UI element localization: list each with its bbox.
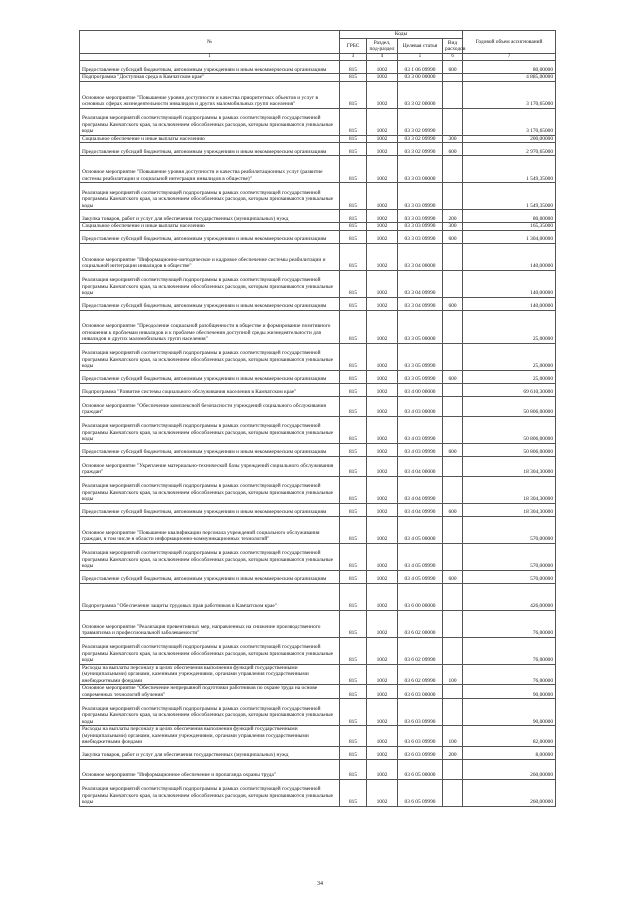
row-name: Основное мероприятие "Преодоление социальной разобщенности в обществе и формирование позитивного отношения к проблемам инвалидов и к проблеме обеспечения доступной среды жизнедеятельности для инвалидов и других маломобильных групп населения" <box>80 310 340 343</box>
col-index-5: 6 <box>443 54 463 61</box>
row-annual-amount: 90,00000 <box>463 699 556 726</box>
table-row <box>80 637 556 664</box>
row-target-article: 03 6 05 00000 <box>398 759 443 779</box>
col-header-exp-type: Вид расходов <box>443 39 463 54</box>
row-annual-amount: 82,00000 <box>463 726 556 747</box>
row-annual-amount: 25,00000 <box>463 343 556 370</box>
row-expense-type <box>443 476 463 503</box>
row-grbs: 815 <box>340 726 367 747</box>
row-name: Основное мероприятие "Повышение уровня доступности и качества приоритетных объектов и услуг в основных сферах жизнедеятельности инвалидов и других маломобильных групп населения" <box>80 81 340 108</box>
row-grbs: 815 <box>340 230 367 243</box>
row-expense-type <box>443 685 463 699</box>
row-target-article: 03 4 03 09990 <box>398 416 443 443</box>
table-row <box>80 503 556 516</box>
row-name: Основное мероприятие "Повышение уровня доступности и качества реабилитационных услуг (развитие системы реабилитации и социальной интеграции инвалидов в обществе)" <box>80 156 340 183</box>
col-index-2: 3 <box>340 54 367 61</box>
row-expense-type: 600 <box>443 297 463 310</box>
row-target-article: 03 6 02 09990 <box>398 664 443 685</box>
row-name: Социальное обеспечение и иные выплаты населению <box>80 135 340 143</box>
row-expense-type: 300 <box>443 135 463 143</box>
row-target-article: 03 1 06 09990 <box>398 61 443 74</box>
row-target-article: 03 3 05 09990 <box>398 370 443 383</box>
row-annual-amount: 260,00000 <box>463 779 556 806</box>
row-expense-type <box>443 108 463 135</box>
row-name: Основное мероприятие "Повышение квалификации персонала учреждений социального обслуживания граждан, в том числе в области информационно-коммуникационных технологий" <box>80 516 340 543</box>
row-grbs: 815 <box>340 74 367 82</box>
row-expense-type: 100 <box>443 726 463 747</box>
row-expense-type <box>443 456 463 476</box>
row-name: Основное мероприятие "Реализация превентивных мер, направленных на снижение производственного травматизма и профессиональной заболеваемости" <box>80 610 340 637</box>
row-section: 1002 <box>367 699 398 726</box>
row-expense-type <box>443 310 463 343</box>
table-row <box>80 210 556 223</box>
row-section: 1002 <box>367 443 398 456</box>
row-target-article: 03 4 03 09990 <box>398 443 443 456</box>
row-annual-amount: 1 304,00000 <box>463 230 556 243</box>
table-row <box>80 183 556 210</box>
row-name: Предоставление субсидий бюджетным, автономным учреждениям и иным некоммерческим организациям <box>80 570 340 583</box>
table-row <box>80 370 556 383</box>
row-expense-type <box>443 270 463 297</box>
table-row <box>80 135 556 143</box>
row-expense-type: 600 <box>443 443 463 456</box>
table-row <box>80 476 556 503</box>
row-name: Реализация мероприятий соответствующей подпрограммы в рамках соответствующей государственной программы Камчатского края, за исключением обособленных расходов, которым присваиваются уникальные коды <box>80 270 340 297</box>
row-grbs: 815 <box>340 637 367 664</box>
row-name: Основное мероприятие "Информационно-методическое и кадровое обеспечение системы реабилитации и социальной интеграции инвалидов в обществе" <box>80 243 340 270</box>
row-target-article: 03 4 05 09990 <box>398 570 443 583</box>
row-target-article: 03 3 03 09990 <box>398 210 443 223</box>
row-grbs: 815 <box>340 456 367 476</box>
row-annual-amount: 165,35000 <box>463 223 556 231</box>
row-section: 1002 <box>367 416 398 443</box>
row-grbs: 815 <box>340 685 367 699</box>
row-target-article: 03 6 03 09990 <box>398 726 443 747</box>
row-section: 1002 <box>367 156 398 183</box>
row-grbs: 815 <box>340 108 367 135</box>
row-grbs: 815 <box>340 223 367 231</box>
row-expense-type <box>443 637 463 664</box>
table-row <box>80 443 556 456</box>
row-expense-type: 200 <box>443 746 463 759</box>
row-name: Предоставление субсидий бюджетным, автономным учреждениям и иным некоммерческим организациям <box>80 370 340 383</box>
row-section: 1002 <box>367 183 398 210</box>
col-index-3: 4 <box>367 54 398 61</box>
row-name: Реализация мероприятий соответствующей подпрограммы в рамках соответствующей государственной программы Камчатского края, за исключением обособленных расходов, которым присваиваются уникальные коды <box>80 637 340 664</box>
row-section: 1002 <box>367 383 398 396</box>
row-annual-amount: 200,00000 <box>463 135 556 143</box>
table-row <box>80 81 556 108</box>
row-section: 1002 <box>367 779 398 806</box>
table-row <box>80 416 556 443</box>
row-section: 1002 <box>367 61 398 74</box>
row-target-article: 03 6 03 00000 <box>398 685 443 699</box>
row-grbs: 815 <box>340 516 367 543</box>
col-header-target: Целевая статья <box>398 39 443 54</box>
row-expense-type <box>443 759 463 779</box>
row-section: 1002 <box>367 570 398 583</box>
row-annual-amount: 570,00000 <box>463 570 556 583</box>
row-name: Расходы на выплаты персоналу в целях обеспечения выполнения функций государственными (муниципальными) органами, казенными учреждениями, органами управления государственными внебюджетными фондами <box>80 726 340 747</box>
row-section: 1002 <box>367 503 398 516</box>
row-name: Закупка товаров, работ и услуг для обеспечения государственных (муниципальных) нужд <box>80 746 340 759</box>
row-annual-amount: 50 806,00000 <box>463 416 556 443</box>
row-annual-amount: 570,00000 <box>463 543 556 570</box>
row-section: 1002 <box>367 343 398 370</box>
row-annual-amount: 1 549,35000 <box>463 183 556 210</box>
row-grbs: 815 <box>340 383 367 396</box>
row-grbs: 815 <box>340 183 367 210</box>
row-annual-amount: 80,00000 <box>463 210 556 223</box>
row-name: Подпрограмма "Доступная среда в Камчатском крае" <box>80 74 340 82</box>
table-row <box>80 516 556 543</box>
row-name: Основное мероприятие "Укрепление материально-технической базы учреждений социального обслуживания граждан" <box>80 456 340 476</box>
row-expense-type <box>443 699 463 726</box>
row-grbs: 815 <box>340 543 367 570</box>
row-grbs: 815 <box>340 664 367 685</box>
table-row <box>80 310 556 343</box>
row-grbs: 815 <box>340 610 367 637</box>
row-section: 1002 <box>367 135 398 143</box>
table-row <box>80 759 556 779</box>
row-annual-amount: 50 806,00000 <box>463 443 556 456</box>
row-section: 1002 <box>367 610 398 637</box>
row-expense-type <box>443 583 463 610</box>
row-annual-amount: 50 806,00000 <box>463 396 556 416</box>
table-row <box>80 243 556 270</box>
row-target-article: 03 3 03 09990 <box>398 223 443 231</box>
row-section: 1002 <box>367 456 398 476</box>
row-annual-amount: 18 304,30000 <box>463 456 556 476</box>
row-target-article: 03 6 00 00000 <box>398 583 443 610</box>
row-annual-amount: 76,00000 <box>463 637 556 664</box>
row-section: 1002 <box>367 759 398 779</box>
row-name: Предоставление субсидий бюджетным, автономным учреждениям и иным некоммерческим организациям <box>80 61 340 74</box>
row-name: Основное мероприятие "Обеспечение комплексной безопасности учреждений социального обслуживания граждан" <box>80 396 340 416</box>
row-target-article: 03 4 04 09990 <box>398 476 443 503</box>
row-name: Предоставление субсидий бюджетным, автономным учреждениям и иным некоммерческим организациям <box>80 230 340 243</box>
row-section: 1002 <box>367 637 398 664</box>
row-grbs: 815 <box>340 746 367 759</box>
row-expense-type: 600 <box>443 230 463 243</box>
row-expense-type <box>443 81 463 108</box>
row-target-article: 03 3 03 09990 <box>398 183 443 210</box>
col-header-section: Раздел, под-раздел <box>367 39 398 54</box>
table-row <box>80 456 556 476</box>
row-expense-type <box>443 396 463 416</box>
row-expense-type <box>443 779 463 806</box>
row-expense-type <box>443 183 463 210</box>
row-target-article: 03 3 03 09990 <box>398 230 443 243</box>
row-expense-type <box>443 343 463 370</box>
row-annual-amount: 140,00000 <box>463 297 556 310</box>
row-name: Основное мероприятие "Обеспечение непрерывной подготовки работников по охране труда на основе современных технологий обучения" <box>80 685 340 699</box>
table-row <box>80 726 556 747</box>
row-grbs: 815 <box>340 210 367 223</box>
row-name: Закупка товаров, работ и услуг для обеспечения государственных (муниципальных) нужд <box>80 210 340 223</box>
row-grbs: 815 <box>340 583 367 610</box>
table-row <box>80 746 556 759</box>
table-row <box>80 396 556 416</box>
row-target-article: 03 4 04 09990 <box>398 503 443 516</box>
row-annual-amount: 90,00000 <box>463 685 556 699</box>
row-annual-amount: 426,00000 <box>463 583 556 610</box>
row-section: 1002 <box>367 210 398 223</box>
table-row <box>80 61 556 74</box>
row-grbs: 815 <box>340 416 367 443</box>
row-grbs: 815 <box>340 779 367 806</box>
row-annual-amount: 260,00000 <box>463 759 556 779</box>
row-target-article: 03 6 02 00000 <box>398 610 443 637</box>
table-row <box>80 543 556 570</box>
row-target-article: 03 3 02 00000 <box>398 81 443 108</box>
row-section: 1002 <box>367 664 398 685</box>
row-expense-type: 600 <box>443 370 463 383</box>
row-target-article: 03 3 02 09990 <box>398 135 443 143</box>
row-target-article: 03 6 03 09990 <box>398 699 443 726</box>
table-row <box>80 610 556 637</box>
row-name: Реализация мероприятий соответствующей подпрограммы в рамках соответствующей государственной программы Камчатского края, за исключением обособленных расходов, которым присваиваются уникальные коды <box>80 699 340 726</box>
row-annual-amount: 76,00000 <box>463 664 556 685</box>
row-section: 1002 <box>367 516 398 543</box>
row-annual-amount: 4 885,00000 <box>463 74 556 82</box>
row-grbs: 815 <box>340 759 367 779</box>
row-name: Предоставление субсидий бюджетным, автономным учреждениям и иным некоммерческим организациям <box>80 503 340 516</box>
row-grbs: 815 <box>340 570 367 583</box>
row-annual-amount: 18 304,30000 <box>463 503 556 516</box>
table-row <box>80 664 556 685</box>
row-annual-amount: 2 970,65000 <box>463 143 556 156</box>
row-expense-type <box>443 416 463 443</box>
row-section: 1002 <box>367 543 398 570</box>
row-expense-type <box>443 74 463 82</box>
row-annual-amount: 25,00000 <box>463 370 556 383</box>
row-expense-type <box>443 383 463 396</box>
row-grbs: 815 <box>340 61 367 74</box>
row-annual-amount: 140,00000 <box>463 270 556 297</box>
col-index-4: 5 <box>398 54 443 61</box>
row-target-article: 03 4 05 09990 <box>398 543 443 570</box>
row-section: 1002 <box>367 685 398 699</box>
row-name: Реализация мероприятий соответствующей подпрограммы в рамках соответствующей государственной программы Камчатского края, за исключением обособленных расходов, которым присваиваются уникальные коды <box>80 543 340 570</box>
row-expense-type: 200 <box>443 210 463 223</box>
row-section: 1002 <box>367 726 398 747</box>
row-grbs: 815 <box>340 310 367 343</box>
row-annual-amount: 3 170,65000 <box>463 81 556 108</box>
row-annual-amount: 3 170,65000 <box>463 108 556 135</box>
table-row <box>80 270 556 297</box>
col-index-1: 1 <box>80 54 340 61</box>
row-name: Предоставление субсидий бюджетным, автономным учреждениям и иным некоммерческим организациям <box>80 297 340 310</box>
row-section: 1002 <box>367 297 398 310</box>
row-annual-amount: 8,00000 <box>463 746 556 759</box>
row-target-article: 03 6 02 09990 <box>398 637 443 664</box>
row-name: Основное мероприятие "Информационное обеспечение и пропаганда охраны труда" <box>80 759 340 779</box>
row-section: 1002 <box>367 310 398 343</box>
table-row <box>80 230 556 243</box>
row-section: 1002 <box>367 223 398 231</box>
table-row <box>80 143 556 156</box>
row-annual-amount: 69 610,30000 <box>463 383 556 396</box>
col-header-codes: Коды <box>340 31 463 39</box>
row-target-article: 03 4 05 00000 <box>398 516 443 543</box>
row-target-article: 03 3 03 00000 <box>398 156 443 183</box>
row-annual-amount: 140,00000 <box>463 243 556 270</box>
row-grbs: 815 <box>340 476 367 503</box>
row-name: Реализация мероприятий соответствующей подпрограммы в рамках соответствующей государственной программы Камчатского края, за исключением обособленных расходов, которым присваиваются уникальные коды <box>80 416 340 443</box>
row-section: 1002 <box>367 746 398 759</box>
row-section: 1002 <box>367 74 398 82</box>
col-header-annual: Годовой объем ассигнований <box>463 31 556 54</box>
table-row <box>80 156 556 183</box>
row-grbs: 815 <box>340 297 367 310</box>
row-grbs: 815 <box>340 443 367 456</box>
budget-table <box>79 30 556 807</box>
row-target-article: 03 3 02 09990 <box>398 143 443 156</box>
table-row <box>80 570 556 583</box>
table-row <box>80 108 556 135</box>
row-expense-type: 600 <box>443 570 463 583</box>
row-target-article: 03 3 02 09990 <box>398 108 443 135</box>
col-header-name: № <box>80 31 340 54</box>
row-target-article: 03 3 00 00000 <box>398 74 443 82</box>
row-section: 1002 <box>367 108 398 135</box>
row-expense-type <box>443 610 463 637</box>
row-grbs: 815 <box>340 343 367 370</box>
row-name: Реализация мероприятий соответствующей подпрограммы в рамках соответствующей государственной программы Камчатского края, за исключением обособленных расходов, которым присваиваются уникальные коды <box>80 476 340 503</box>
table-row <box>80 297 556 310</box>
row-section: 1002 <box>367 583 398 610</box>
row-name: Реализация мероприятий соответствующей подпрограммы в рамках соответствующей государственной программы Камчатского края, за исключением обособленных расходов, которым присваиваются уникальные коды <box>80 779 340 806</box>
row-expense-type <box>443 243 463 270</box>
row-name: Реализация мероприятий соответствующей подпрограммы в рамках соответствующей государственной программы Камчатского края, за исключением обособленных расходов, которым присваиваются уникальные коды <box>80 183 340 210</box>
row-name: Подпрограмма "Обеспечение защиты трудовых прав работников в Камчатском крае" <box>80 583 340 610</box>
row-grbs: 815 <box>340 143 367 156</box>
row-annual-amount: 25,00000 <box>463 310 556 343</box>
row-annual-amount: 18 304,30000 <box>463 476 556 503</box>
table-row <box>80 685 556 699</box>
row-target-article: 03 6 03 09990 <box>398 746 443 759</box>
row-expense-type: 600 <box>443 61 463 74</box>
row-name: Предоставление субсидий бюджетным, автономным учреждениям и иным некоммерческим организациям <box>80 143 340 156</box>
row-section: 1002 <box>367 476 398 503</box>
row-target-article: 03 4 00 00000 <box>398 383 443 396</box>
row-target-article: 03 4 03 00000 <box>398 396 443 416</box>
row-annual-amount: 80,00000 <box>463 61 556 74</box>
row-section: 1002 <box>367 230 398 243</box>
row-grbs: 815 <box>340 81 367 108</box>
row-grbs: 815 <box>340 503 367 516</box>
row-target-article: 03 3 05 00000 <box>398 310 443 343</box>
row-expense-type <box>443 516 463 543</box>
row-target-article: 03 3 04 00000 <box>398 243 443 270</box>
row-expense-type: 100 <box>443 664 463 685</box>
row-annual-amount: 570,00000 <box>463 516 556 543</box>
table-row <box>80 383 556 396</box>
row-name: Расходы на выплаты персоналу в целях обеспечения выполнения функций государственными (муниципальными) органами, казенными учреждениями, органами управления государственными внебюджетными фондами <box>80 664 340 685</box>
table-row <box>80 223 556 231</box>
row-grbs: 815 <box>340 243 367 270</box>
row-target-article: 03 3 04 09990 <box>398 297 443 310</box>
table-row <box>80 779 556 806</box>
row-expense-type: 600 <box>443 143 463 156</box>
row-section: 1002 <box>367 270 398 297</box>
row-grbs: 815 <box>340 156 367 183</box>
row-annual-amount: 76,00000 <box>463 610 556 637</box>
row-expense-type <box>443 156 463 183</box>
row-name: Реализация мероприятий соответствующей подпрограммы в рамках соответствующей государственной программы Камчатского края, за исключением обособленных расходов, которым присваиваются уникальные коды <box>80 108 340 135</box>
row-section: 1002 <box>367 243 398 270</box>
row-grbs: 815 <box>340 396 367 416</box>
page-number: 34 <box>317 881 323 887</box>
row-target-article: 03 4 04 00000 <box>398 456 443 476</box>
row-grbs: 815 <box>340 699 367 726</box>
row-grbs: 815 <box>340 270 367 297</box>
row-name: Реализация мероприятий соответствующей подпрограммы в рамках соответствующей государственной программы Камчатского края, за исключением обособленных расходов, которым присваиваются уникальные коды <box>80 343 340 370</box>
row-expense-type: 300 <box>443 223 463 231</box>
row-section: 1002 <box>367 370 398 383</box>
row-name: Социальное обеспечение и иные выплаты населению <box>80 223 340 231</box>
row-section: 1002 <box>367 143 398 156</box>
row-section: 1002 <box>367 396 398 416</box>
col-index-6: 7 <box>463 54 556 61</box>
row-target-article: 03 3 04 09990 <box>398 270 443 297</box>
row-grbs: 815 <box>340 135 367 143</box>
row-name: Предоставление субсидий бюджетным, автономным учреждениям и иным некоммерческим организациям <box>80 443 340 456</box>
row-name: Подпрограмма "Развитие системы социального обслуживания населения в Камчатском крае" <box>80 383 340 396</box>
row-annual-amount: 1 549,35000 <box>463 156 556 183</box>
col-header-grbs: ГРБС <box>340 39 367 54</box>
row-target-article: 03 3 05 09990 <box>398 343 443 370</box>
row-expense-type: 600 <box>443 503 463 516</box>
table-row <box>80 343 556 370</box>
table-row <box>80 74 556 82</box>
table-row <box>80 583 556 610</box>
row-grbs: 815 <box>340 370 367 383</box>
table-row <box>80 699 556 726</box>
row-expense-type <box>443 543 463 570</box>
row-target-article: 03 6 05 09990 <box>398 779 443 806</box>
row-section: 1002 <box>367 81 398 108</box>
